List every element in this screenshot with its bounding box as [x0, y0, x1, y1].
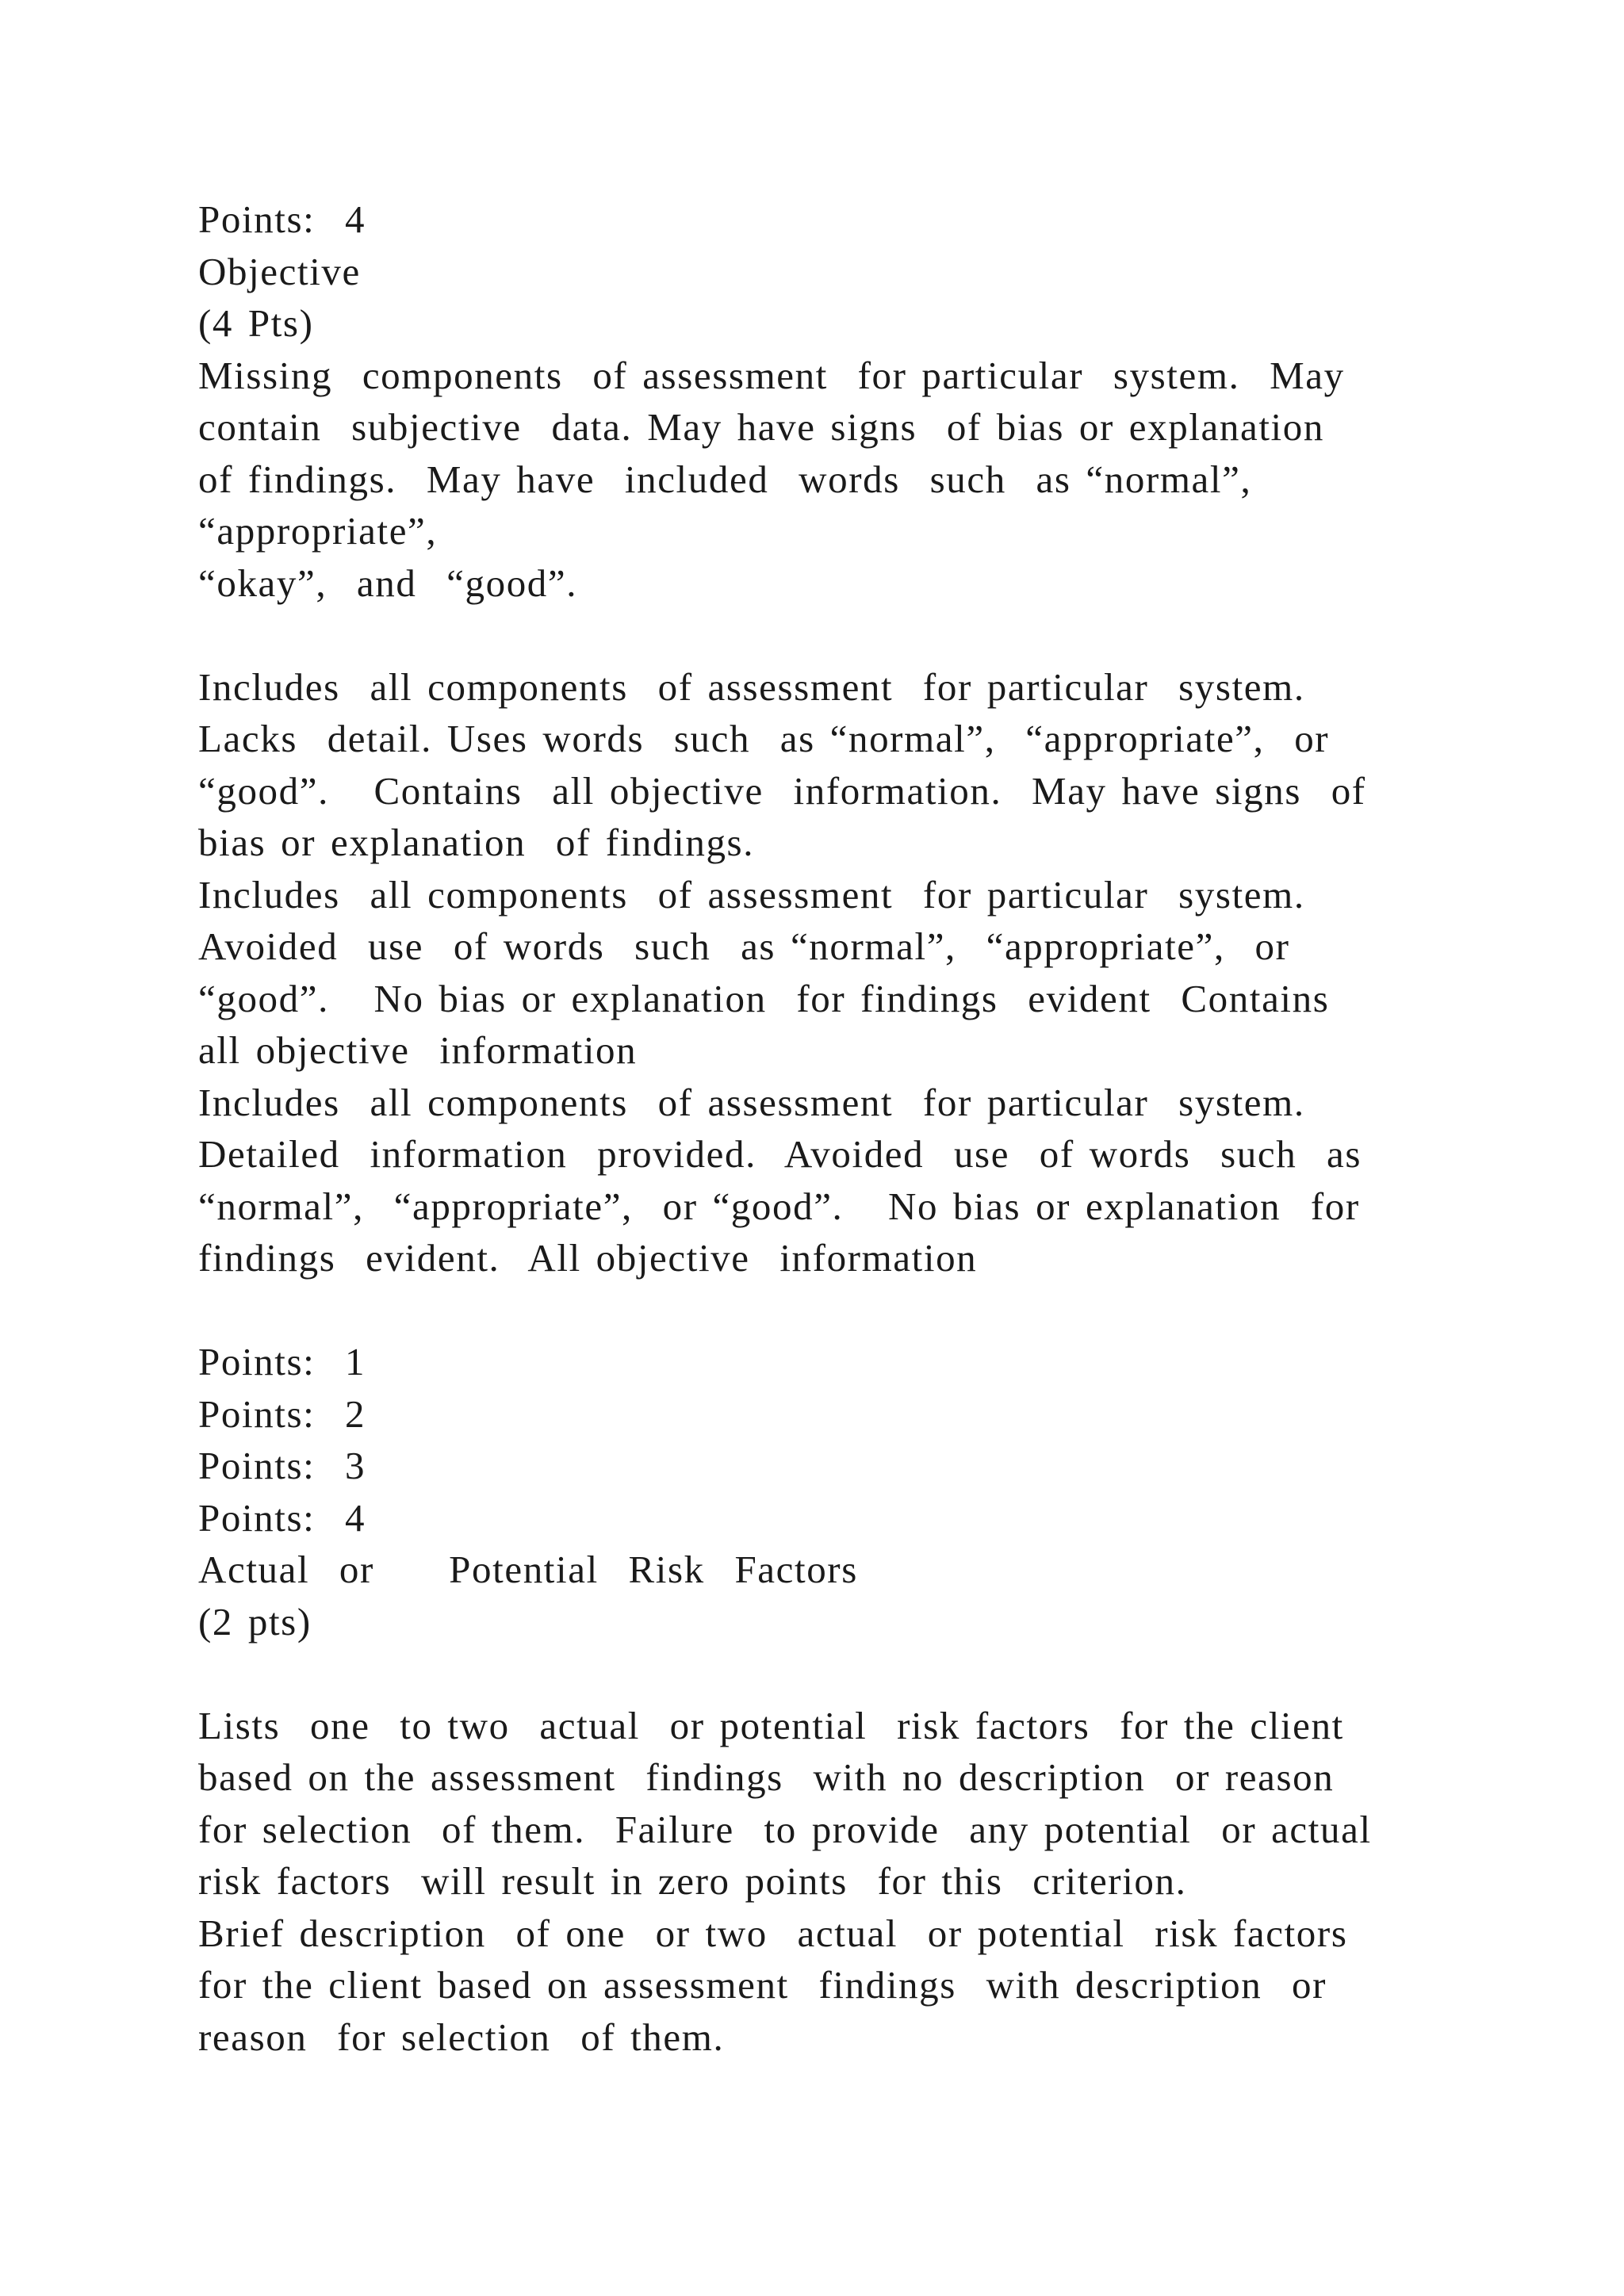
- text-line: Includes all components of assessment for particular system.: [198, 664, 1305, 709]
- blank-line: [198, 609, 1467, 661]
- text-line: Detailed information provided. Avoided use of words such as: [198, 1132, 1362, 1176]
- blank-line: [198, 1284, 1467, 1337]
- text-line: “normal”, “appropriate”, or “good”. No bias or explanation for: [198, 1184, 1360, 1228]
- text-line: all objective information: [198, 1028, 638, 1072]
- text-line: Missing components of assessment for particular system. May: [198, 353, 1345, 397]
- text-line: Includes all components of assessment for particular system.: [198, 1080, 1305, 1124]
- text-line: for selection of them. Failure to provide any potential or actual: [198, 1807, 1372, 1851]
- blank-line: [198, 1647, 1467, 1700]
- text-line: “good”. Contains all objective information. May have signs of: [198, 768, 1366, 813]
- text-line: contain subjective data. May have signs of bias or explanation: [198, 405, 1324, 449]
- text-line: Points: 2: [198, 1391, 366, 1436]
- text-line: Lists one to two actual or potential risk factors for the client: [198, 1703, 1344, 1747]
- text-line: risk factors will result in zero points for this criterion.: [198, 1859, 1187, 1903]
- text-line: Points: 4: [198, 197, 366, 241]
- text-line: findings evident. All objective information: [198, 1236, 978, 1280]
- text-line: reason for selection of them.: [198, 2015, 725, 2059]
- text-line: Points: 4: [198, 1495, 366, 1540]
- text-line: for the client based on assessment findings with description or: [198, 1963, 1327, 2007]
- text-line: (4 Pts): [198, 301, 314, 345]
- text-line: bias or explanation of findings.: [198, 821, 755, 864]
- text-line: Brief description of one or two actual or potential risk factors: [198, 1911, 1348, 1955]
- text-line: Avoided use of words such as “normal”, “appropriate”, or: [198, 924, 1290, 968]
- text-line: (2 pts): [198, 1599, 312, 1644]
- text-line: Points: 3: [198, 1444, 366, 1487]
- text-line: “okay”, and “good”.: [198, 561, 578, 605]
- document-body: [198, 193, 1467, 2063]
- text-line: “appropriate”,: [198, 509, 438, 553]
- text-line: “good”. No bias or explanation for findings evident Contains: [198, 976, 1330, 1020]
- text-line: of findings. May have included words such as “normal”,: [198, 457, 1252, 501]
- text-line: Includes all components of assessment for particular system.: [198, 872, 1305, 916]
- text-line: based on the assessment findings with no description or reason: [198, 1755, 1335, 1799]
- text-line: Points: 1: [198, 1340, 366, 1383]
- text-line: Objective: [198, 249, 361, 293]
- text-line: Actual or Potential Risk Factors: [198, 1548, 858, 1591]
- text-line: Lacks detail. Uses words such as “normal”, “appropriate”, or: [198, 717, 1330, 760]
